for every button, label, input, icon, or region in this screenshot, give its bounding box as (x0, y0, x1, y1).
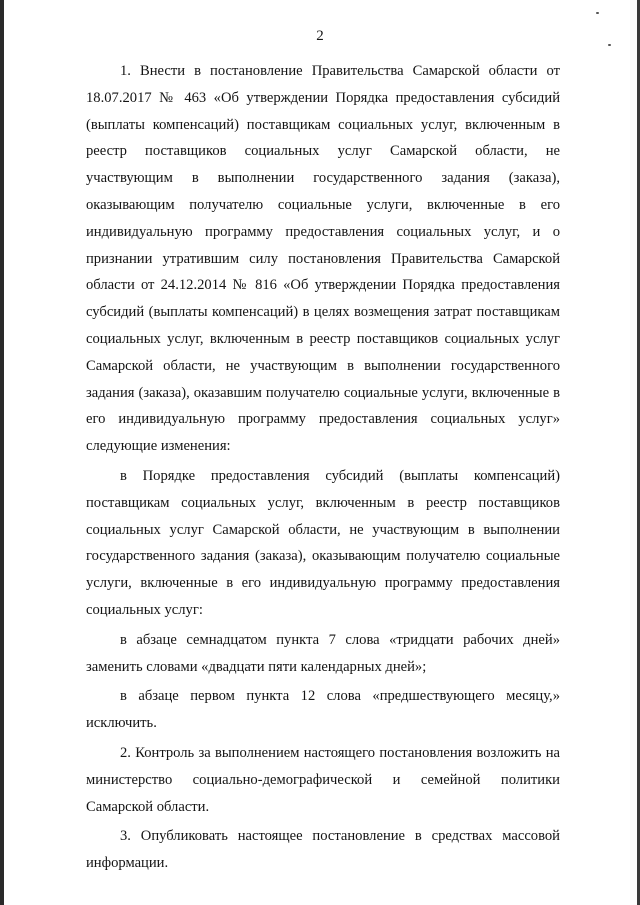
paragraph-procedure-change: в Порядке предоставления субсидий (выплаты компенсаций) поставщикам социальных услуг, включенным в реестр поставщиков социальных услуг Самарской области, не участвующим в выполнении государственного задания (заказа), оказывающим получателю социальные услуги, включенные в его индивидуальную программу предоставления социальных услуг: (86, 467, 560, 618)
scan-border-left (0, 0, 4, 905)
paragraph-control: 2. Контроль за выполнением настоящего постановления возложить на министерство социально-демографической и семейной политики Самарской области. (86, 744, 560, 815)
paragraph-amendment-intro: 1. Внести в постановление Правительства Самарской области от 18.07.2017 № 463 «Об утверждении Порядка предоставления субсидий (выплаты компенсаций) поставщикам социальных услуг, включенным в реестр поставщиков социальных услуг Самарской области, не участвующим в выполнении государственного задания (заказа), оказывающим получателю социальные услуги, включенные в его индивидуальную программу предоставления социальных услуг, и о признании утратившим силу постановления Правительства Самарской области от 24.12.2014 № 816 «Об утверждении Порядка предоставления субсидий (выплаты компенсаций) в целях возмещения затрат поставщикам социальных услуг, включенным в реестр поставщиков социальных услуг Самарской области, не участвующим в выполнении государственного задания (заказа), оказавшим получателю социальные услуги, включенные в его индивидуальную программу предоставления социальных услуг» следующие изменения: (86, 63, 560, 455)
scan-speck (596, 12, 599, 14)
document-body (86, 58, 560, 877)
paragraph-publication: 3. Опубликовать настоящее постановление в средствах массовой информации. (86, 828, 560, 872)
paragraph-clause-7: в абзаце семнадцатом пункта 7 слова «тридцати рабочих дней» заменить словами «двадцати пяти календарных дней»; (86, 631, 560, 675)
paragraph-clause-12: в абзаце первом пункта 12 слова «предшествующего месяцу,» исключить. (86, 688, 560, 732)
page-number: 2 (316, 28, 324, 44)
